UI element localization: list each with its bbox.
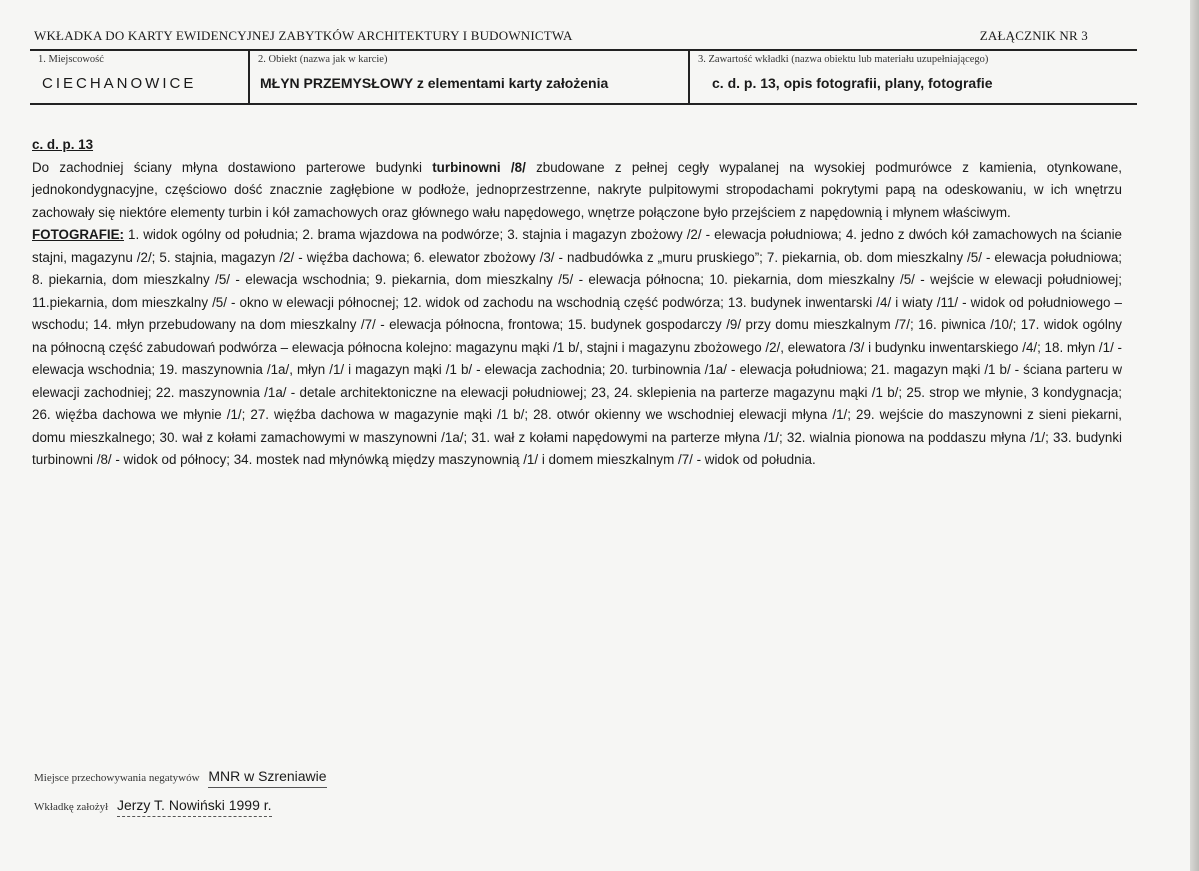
object-field bbox=[250, 51, 690, 103]
photos-list: 1. widok ogólny od południa; 2. brama wjazdowa na podwórze; 3. stajnia i magazyn zbożowy /2/ - elewacja południowa; 4. jedno z dwóch kół zamachowych na ścianie stajni, magazynu /2/; 5. stajnia, magazyn /2/ - więźba dachowa; 6. elewator zbożowy /3/ - nadbudówka z „muru pruskiego”; 7. piekarnia, ob. dom mieszkalny /5/ - elewacja południowa; 8. piekarnia, dom mieszkalny /5/ - elewacja wschodnia; 9. piekarnia, dom mieszkalny /5/ - elewacja północna; 10. piekarnia, dom mieszkalny /5/ - wejście w elewacji południowej; 11.piekarnia, dom mieszkalny /5/ - okno w elewacji północnej; 12. widok od zachodu na wschodnią część podwórza; 13. budynek inwentarski /4/ i wiaty /11/ - widok od południowego – wschodu; 14. młyn przebudowany na dom mieszkalny /7/ - elewacja północna, frontowa; 15. budynek gospodarczy /9/ przy domu mieszkalnym /7/; 16. piwnica /10/; 17. widok ogólny na północną część zabudowań podwórza – elewacja północna kolejno: magazynu mąki /1 b/, stajni i magazynu zbożowego /2/, elewatora /3/ i budynku inwentarskiego /4/; 18. młyn /1/ - elewacja wschodnia; 19. maszynownia /1a/, młyn /1/ i magazyn mąki /1 b/ - elewacja zachodnia; 20. turbinownia /1a/ - elewacja południowa; 21. magazyn mąki /1 b/ - ściana parteru w elewacji zachodniej; 22. maszynownia /1a/ - detale architektoniczne na elewacji południowej; 23, 24. sklepienia na parterze magazynu mąki /1 b/; 25. strop we młynie, 3 kondygnacja; 26. więźba dachowa we młynie /1/; 27. więźba dachowa w magazynie mąki /1 b/; 28. otwór okienny we wschodniej elewacji młyna /1/; 29. wejście do maszynowni z sieni piekarni, domu mieszkalnego; 30. wał z kołami zamachowymi w maszynowni /1a/; 31. wał z kołami napędowymi na parterze młyna /1/; 32. wialnia pionowa na poddaszu młyna /1/; 33. budynki turbinowni /8/ - widok od północy; 34. mostek nad młynówką między maszynownią /1/ i domem mieszkalnym /7/ - widok od południa. bbox=[32, 227, 1122, 467]
document-body bbox=[32, 134, 1122, 472]
description-paragraph bbox=[32, 157, 1122, 225]
place-value: CIECHANOWICE bbox=[42, 75, 197, 92]
contents-field bbox=[690, 51, 1137, 103]
header-fields bbox=[30, 51, 1137, 103]
contents-label: 3. Zawartość wkładki (nazwa obiektu lub materiału uzupełniającego) bbox=[698, 54, 989, 65]
place-label: 1. Miejscowość bbox=[38, 54, 104, 65]
turbine-house-reference: turbinowni /8/ bbox=[432, 159, 526, 175]
object-value: MŁYN PRZEMYSŁOWY z elementami karty założenia bbox=[260, 75, 609, 91]
negatives-location bbox=[34, 768, 327, 788]
place-field bbox=[30, 51, 250, 103]
object-label: 2. Obiekt (nazwa jak w karcie) bbox=[258, 54, 388, 65]
header-rule-bottom bbox=[30, 103, 1137, 105]
paragraph-text-rest: zbudowane z pełnej cegły wypalanej na wysokiej podmurówce z kamienia, otynkowane, jednokondygnacyjne, częściowo dość znacznie zagłębione w podłoże, jednoprzestrzenne, nakryte pulpitowymi stropodachami pokrytymi papą na odeskowaniu, w ich wnętrzu zachowały się niektóre elementy turbin i kół zamachowych oraz głównego wału napędowego, wnętrze połączone było przejściem z napędownią i młynem właściwym. bbox=[32, 159, 1122, 220]
photos-paragraph bbox=[32, 224, 1122, 472]
section-heading: c. d. p. 13 bbox=[32, 137, 94, 152]
contents-value: c. d. p. 13, opis fotografii, plany, fotografie bbox=[712, 75, 993, 91]
author-line bbox=[34, 797, 272, 817]
author-value: Jerzy T. Nowiński 1999 r. bbox=[117, 797, 272, 817]
author-label: Wkładkę założył bbox=[34, 801, 109, 813]
scan-edge bbox=[1190, 0, 1199, 871]
negatives-value: MNR w Szreniawie bbox=[208, 768, 326, 788]
document-title: WKŁADKA DO KARTY EWIDENCYJNEJ ZABYTKÓW ARCHITEKTURY I BUDOWNICTWA bbox=[34, 28, 573, 43]
photos-label: FOTOGRAFIE: bbox=[32, 227, 124, 242]
attachment-number: ZAŁĄCZNIK NR 3 bbox=[979, 28, 1088, 43]
paragraph-text-start: Do zachodniej ściany młyna dostawiono parterowe budynki bbox=[32, 159, 433, 175]
document-header bbox=[34, 28, 1094, 44]
negatives-label: Miejsce przechowywania negatywów bbox=[34, 772, 200, 784]
